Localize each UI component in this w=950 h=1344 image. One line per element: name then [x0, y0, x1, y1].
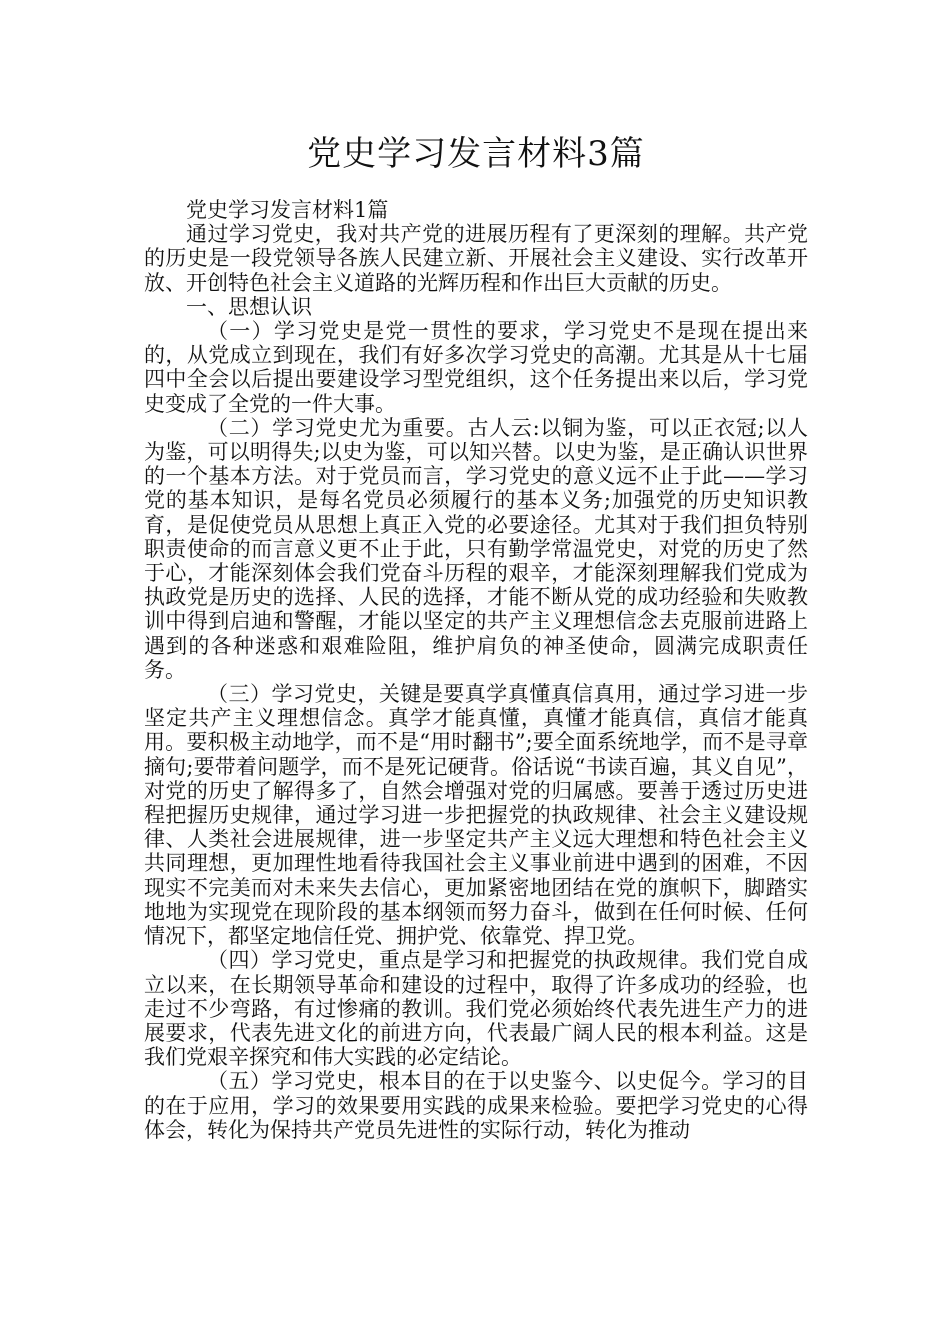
paragraph: （五）学习党史，根本目的在于以史鉴今、以史促今。学习的目的在于应用，学习的效果要用实践的成果来检验。要把学习党史的心得体会，转化为保持共产党员先进性的实际行动，转化为推动: [144, 1069, 808, 1142]
document-body: [144, 198, 808, 1142]
section-heading: 党史学习发言材料1篇: [186, 198, 389, 222]
document-title: 党史学习发言材料3篇: [307, 134, 645, 174]
paragraph: （一）学习党史是党一贯性的要求，学习党史不是现在提出来的，从党成立到现在，我们有好多次学习党史的高潮。尤其是从十七届四中全会以后提出要建设学习型党组织，这个任务提出来以后，学习党史变成了全党的一件大事。: [144, 319, 808, 416]
paragraph: （三）学习党史，关键是要真学真懂真信真用，通过学习进一步坚定共产主义理想信念。真学才能真懂，真懂才能真信，真信才能真用。要积极主动地学，而不是“用时翻书”;要全面系统地学，而不是寻章摘句;要带着问题学，而不是死记硬背。俗话说“书读百遍，其义自见”，对党的历史了解得多了，自然会增强对党的归属感。要善于透过历史进程把握历史规律，通过学习进一步把握党的执政规律、社会主义建设规律、人类社会进展规律，进一步坚定共产主义远大理想和特色社会主义共同理想，更加理性地看待我国社会主义事业前进中遇到的困难，不因现实不完美而对未来失去信心，更加紧密地团结在党的旗帜下，脚踏实地地为实现党在现阶段的基本纲领而努力奋斗，做到在任何时候、任何情况下，都坚定地信任党、拥护党、依靠党、捍卫党。: [144, 682, 808, 949]
subsection-heading: 一、思想认识: [186, 294, 312, 319]
paragraph: 通过学习党史，我对共产党的进展历程有了更深刻的理解。共产党的历史是一段党领导各族人民建立新、开展社会主义建设、实行改革开放、开创特色社会主义道路的光辉历程和作出巨大贡献的历史。: [144, 222, 808, 295]
paragraph: （二）学习党史尤为重要。古人云:以铜为鉴，可以正衣冠;以人为鉴，可以明得失;以史为鉴，可以知兴替。以史为鉴，是正确认识世界的一个基本方法。对于党员而言，学习党史的意义远不止于此——学习党的基本知识，是每名党员必须履行的基本义务;加强党的历史知识教育，是促使党员从思想上真正入党的必要途径。尤其对于我们担负特别职责使命的而言意义更不止于此，只有勤学常温党史，对党的历史了然于心，才能深刻体会我们党奋斗历程的艰辛，才能深刻理解我们党成为执政党是历史的选择、人民的选择，才能不断从党的成功经验和失败教训中得到启迪和警醒，才能以坚定的共产主义理想信念去克服前进路上遇到的各种迷惑和艰难险阻，维护肩负的神圣使命，圆满完成职责任务。: [144, 415, 808, 682]
document-page: [144, 0, 808, 1142]
paragraph: （四）学习党史，重点是学习和把握党的执政规律。我们党自成立以来，在长期领导革命和建设的过程中，取得了许多成功的经验，也走过不少弯路，有过惨痛的教训。我们党必须始终代表先进生产力的进展要求，代表先进文化的前进方向，代表最广阔人民的根本利益。这是我们党艰辛探究和伟大实践的必定结论。: [144, 948, 808, 1070]
